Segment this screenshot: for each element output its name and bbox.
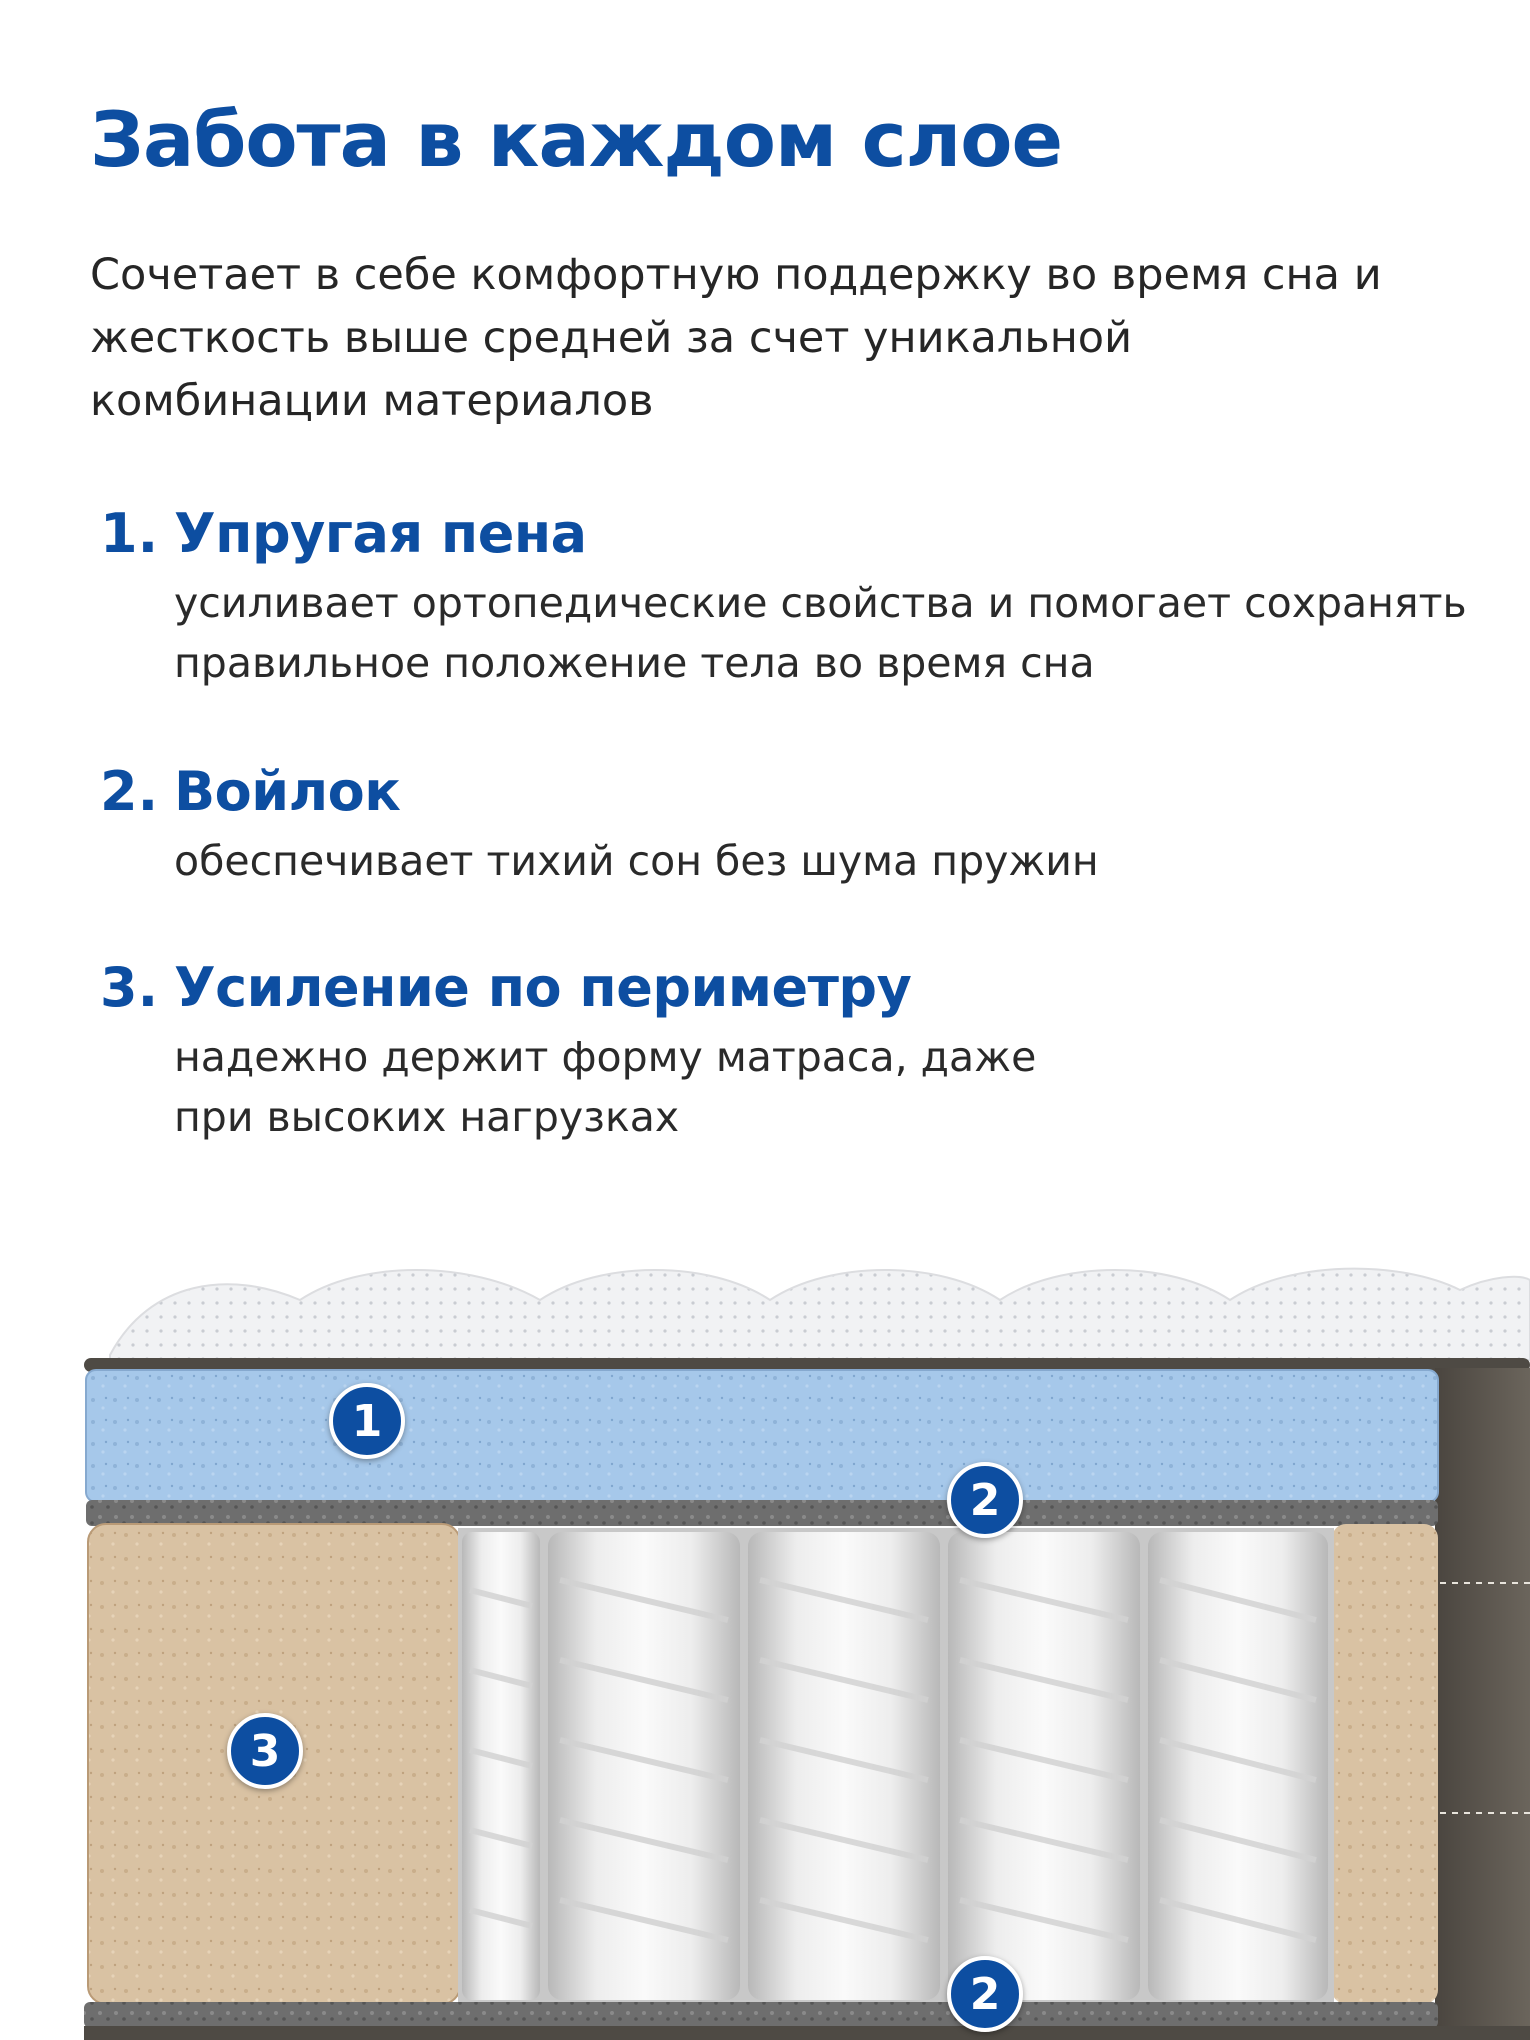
feature-description: усиливает ортопедические свойства и помогает сохранять правильное положение тела во время сна (174, 579, 1467, 687)
page-title: Забота в каждом слое (90, 95, 1063, 184)
feature-number: 3. (100, 956, 159, 1019)
feature-item-perimeter (100, 956, 1500, 1147)
feature-title: Упругая пена (174, 502, 587, 565)
feature-title: Войлок (174, 760, 401, 823)
layer-marker-felt-top: 2 (947, 1462, 1023, 1538)
layer-marker-foam: 1 (329, 1383, 405, 1459)
feature-item-foam (100, 502, 1500, 693)
layer-marker-felt-bottom: 2 (947, 1956, 1023, 2032)
feature-description: обеспечивает тихий сон без шума пружин (174, 837, 1099, 885)
feature-title: Усиление по периметру (174, 956, 912, 1019)
feature-description: надежно держит форму матраса, даже при высоких нагрузках (174, 1033, 1037, 1141)
intro-text: Сочетает в себе комфортную поддержку во время сна и жесткость выше средней за счет уникальной комбинации материалов (90, 250, 1382, 426)
feature-number: 1. (100, 502, 159, 565)
mattress-illustration-svg (0, 1240, 1530, 2040)
layer-marker-perimeter: 3 (227, 1713, 303, 1789)
feature-number: 2. (100, 760, 159, 823)
feature-item-felt (100, 760, 1500, 891)
mattress-cross-section-illustration (0, 1240, 1530, 2040)
